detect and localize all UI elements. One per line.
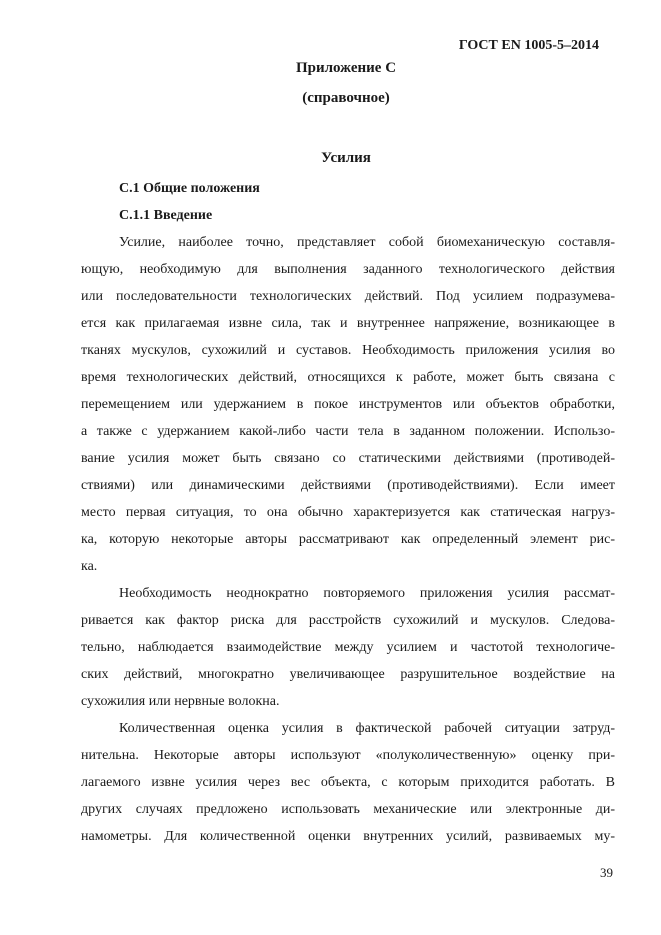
text-line: тельно, наблюдается взаимодействие между усилием и частотой технологиче- [81,640,615,655]
annex-title: Приложение С [295,60,397,76]
text-line: других случаях предложено использовать механические или электронные ди- [81,802,615,817]
text-line: вание усилия может быть связано со статическими действиями (противодей- [81,451,615,466]
text-line: время технологических действий, относящихся к работе, может быть связана с [81,370,615,385]
text-line: ских действий, многократно увеличивающее разрушительное воздействие на [81,667,615,682]
text-line: ющую, необходимую для выполнения заданного технологического действия [81,262,615,277]
text-line: намометры. Для количественной оценки внутренних усилий, развиваемых му- [81,829,615,844]
text-line: Необходимость неоднократно повторяемого приложения усилия рассмат- [119,586,615,601]
text-line: ка, которую некоторые авторы рассматривают как определенный элемент рис- [81,532,615,547]
text-line: ется как прилагаемая извне сила, так и внутреннее напряжение, возникающее в [81,316,615,331]
text-line: или последовательности технологических действий. Под усилием подразумева- [81,289,615,304]
page-number: 39 [600,865,613,880]
text-line: нительна. Некоторые авторы используют «полуколичественную» оценку при- [81,748,615,763]
text-line: а также с удержанием какой-либо части тела в заданном положении. Использо- [81,424,615,439]
text-line: ривается как фактор риска для расстройств сухожилий и мускулов. Следова- [81,613,615,628]
document-code: ГОСТ EN 1005-5–2014 [458,38,599,53]
annex-type: (справочное) [302,90,390,106]
text-line: лагаемого извне усилия через вес объекта, с которым приходится работать. В [81,775,615,790]
text-line: ствиями) или динамическими действиями (противодействиями). Если имеет [81,478,615,493]
text-line: Количественная оценка усилия в фактической рабочей ситуации затруд- [119,721,615,736]
text-line: перемещением или удержанием в покое инструментов или объектов обработки, [81,397,615,412]
text-line: сухожилия или нервные волокна. [81,694,280,709]
text-line: место первая ситуация, то она обычно характеризуется как статическая нагруз- [81,505,615,520]
text-line: тканях мускулов, сухожилий и суставов. Необходимость приложения усилия во [81,343,615,358]
section-heading: С.1 Общие положения [119,181,260,196]
subsection-heading: С.1.1 Введение [119,208,213,223]
annex-subject: Усилия [321,150,371,166]
text-line: ка. [81,559,98,574]
text-line: Усилие, наиболее точно, представляет собой биомеханическую составля- [119,235,615,250]
